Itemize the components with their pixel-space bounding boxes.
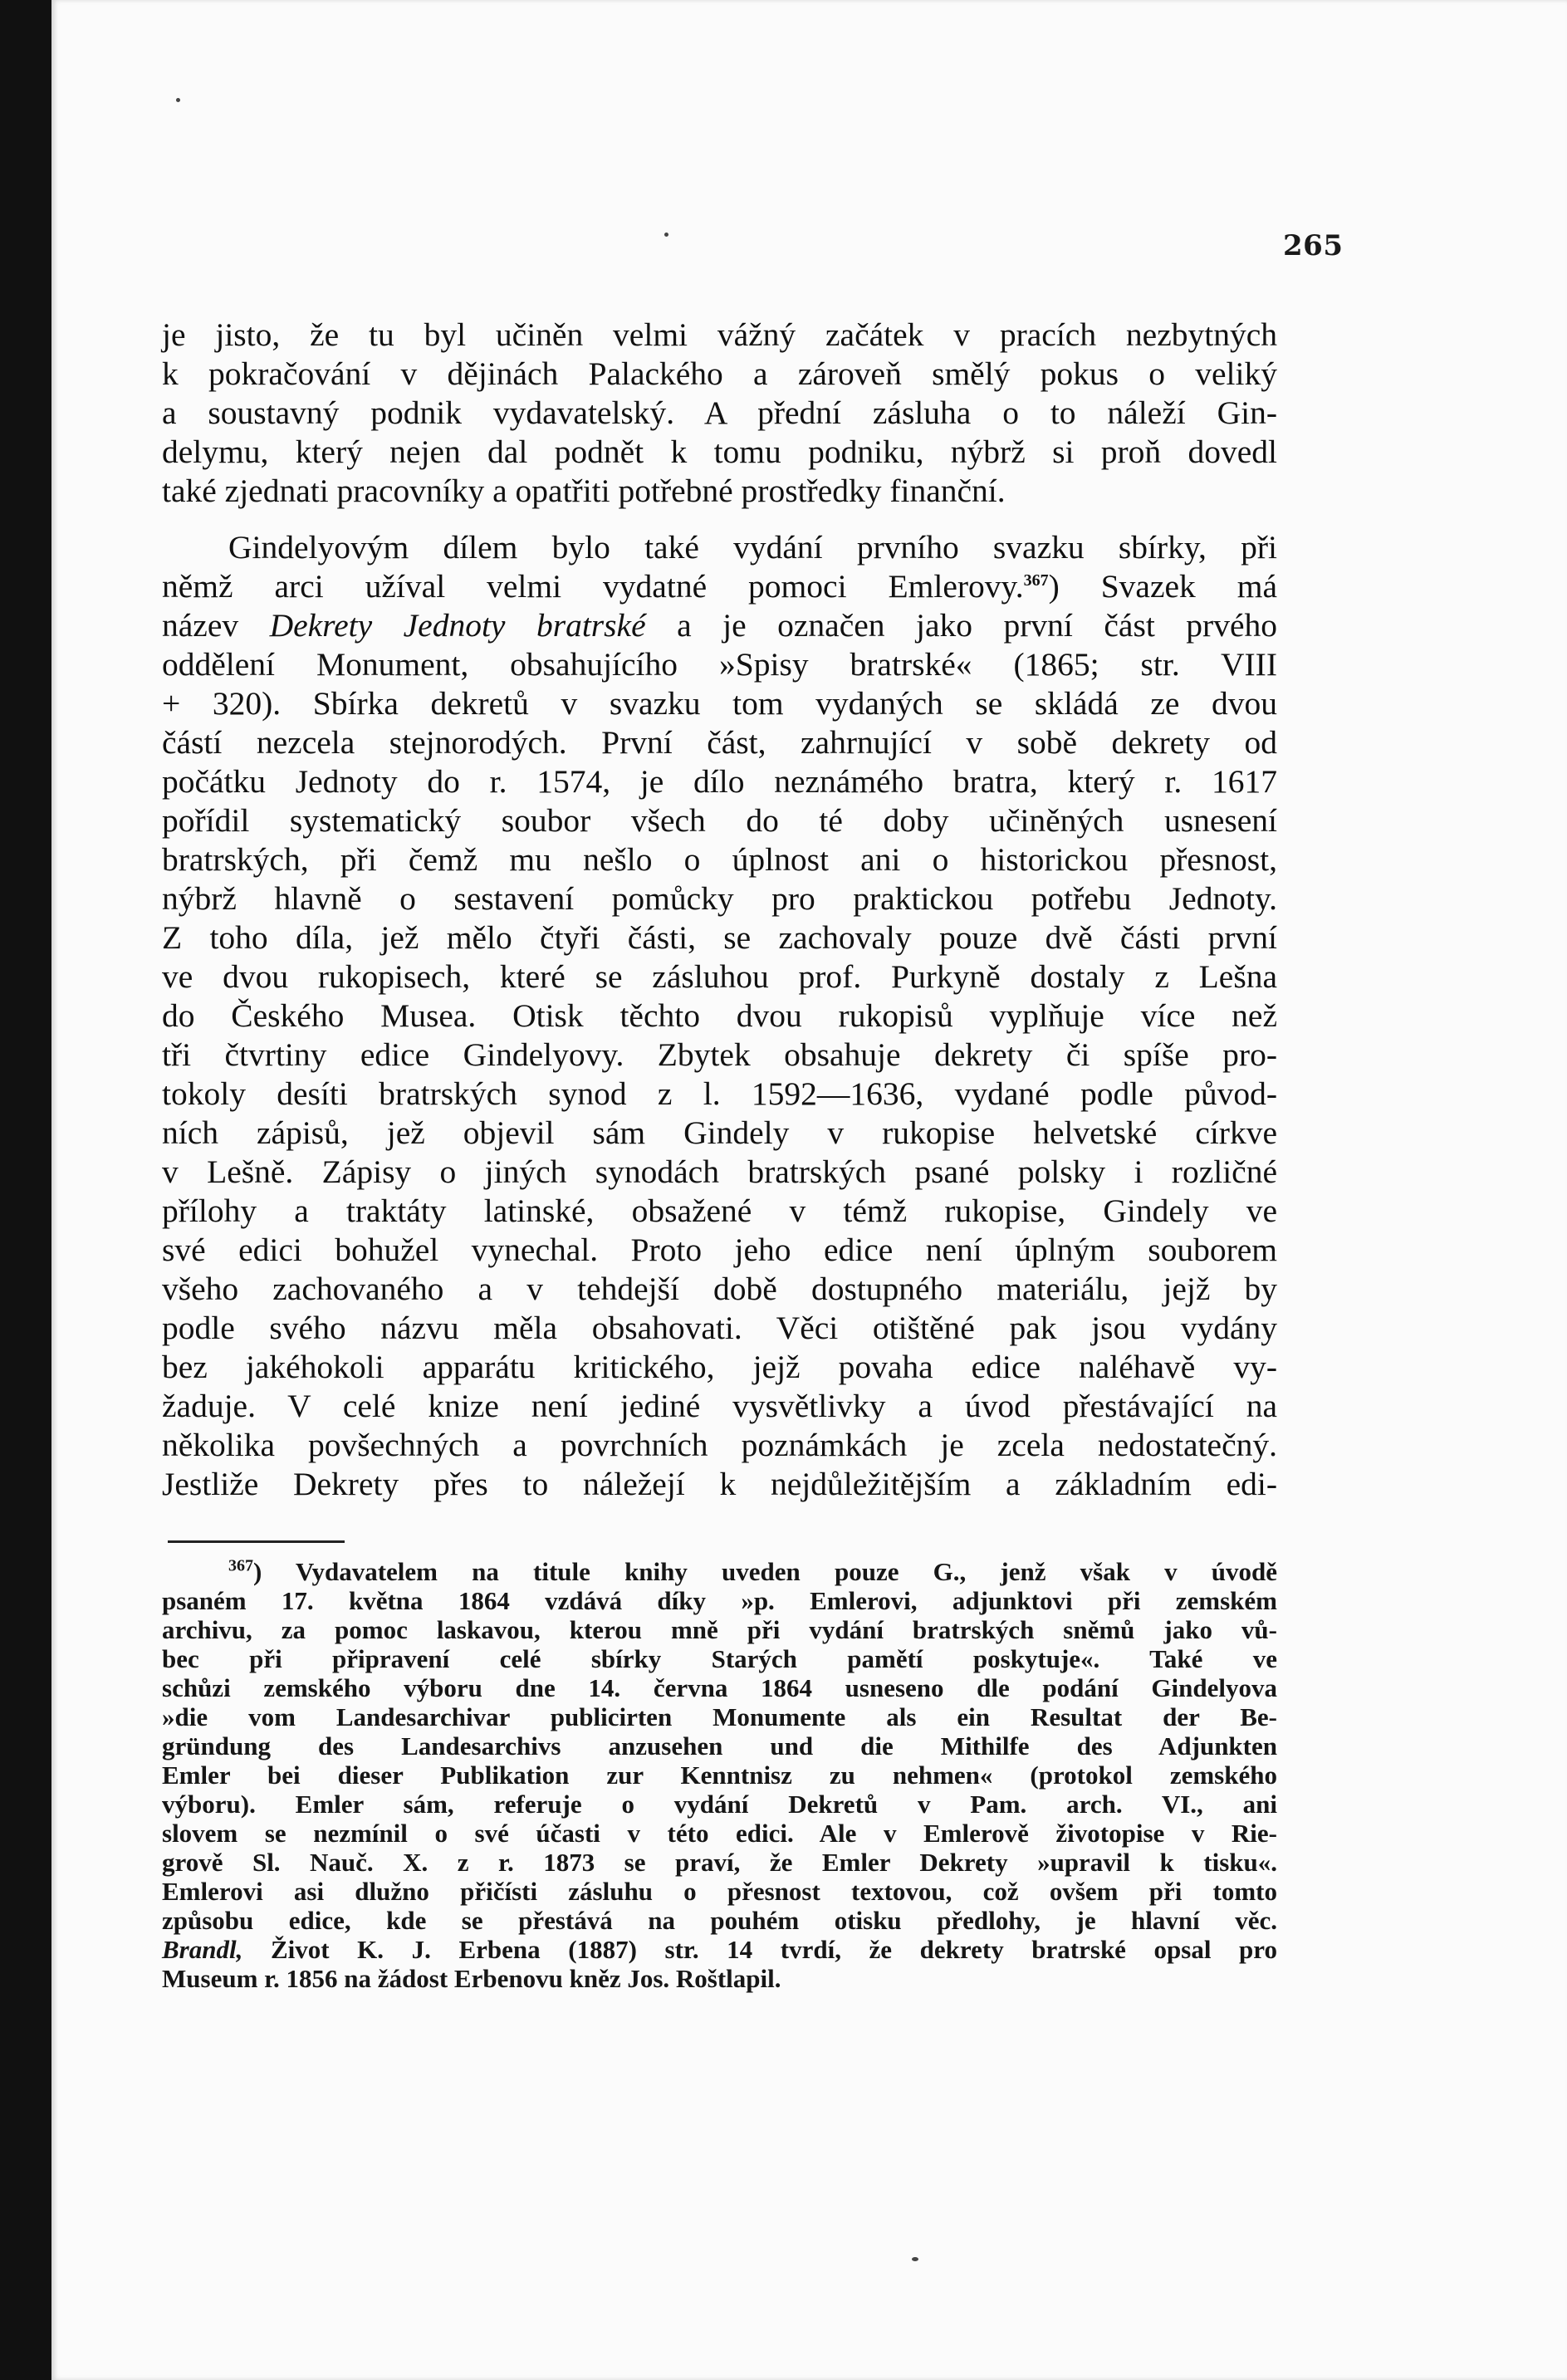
- footnote-line-text: ) Vydavatelem na titule knihy uveden pouze G., jenž však v úvodě: [253, 1557, 1277, 1586]
- body-line: ních zápisů, jež objevil sám Gindely v rukopise helvetské církve: [162, 1114, 1277, 1151]
- footnote-marker: 367: [228, 1556, 253, 1575]
- body-line: počátku Jednoty do r. 1574, je dílo neznámého bratra, který r. 1617: [162, 763, 1277, 800]
- footnote-line: Emler bei dieser Publikation zur Kenntnisz zu nehmen« (protokol zemského: [162, 1761, 1277, 1790]
- body-line: částí nezcela stejnorodých. První část, zahrnující v sobě dekrety od: [162, 724, 1277, 761]
- body-line: v Lešně. Zápisy o jiných synodách bratrských psané polsky i rozličné: [162, 1153, 1277, 1190]
- body-line: Jestliže Dekrety přes to náležejí k nejdůležitějším a základním edi-: [162, 1466, 1277, 1502]
- footnote-line: slovem se nezmínil o své účasti v této edici. Ale v Emlerově životopise v Rie-: [162, 1819, 1277, 1848]
- footnote-line: [228, 1558, 1277, 1586]
- body-line: bratrských, při čemž mu nešlo o úplnost ani o historickou přesnost,: [162, 841, 1277, 878]
- note-reference[interactable]: 367: [1023, 571, 1049, 590]
- body-line: všeho zachovaného a v tehdejší době dostupného materiálu, jejž by: [162, 1271, 1277, 1307]
- paper-speck: [664, 233, 668, 237]
- footnote-line: Museum r. 1856 na žádost Erbenovu kněz Jos. Roštlapil.: [162, 1964, 781, 1993]
- body-line: tokoly desíti bratrských synod z l. 1592—1636, vydané podle původ-: [162, 1075, 1277, 1112]
- body-line: bez jakéhokoli apparátu kritického, jejž povaha edice naléhavě vy-: [162, 1349, 1277, 1385]
- footnote-line: archivu, za pomoc laskavou, kterou mně při vydání bratrských sněmů jako vů-: [162, 1615, 1277, 1644]
- body-line: žaduje. V celé knize není jediné vysvětlivky a úvod přestávající na: [162, 1388, 1277, 1424]
- body-line: do Českého Musea. Otisk těchto dvou rukopisů vyplňuje více než: [162, 997, 1277, 1034]
- footnote-divider: [168, 1540, 345, 1543]
- body-line: [162, 567, 1277, 605]
- footnote-line: Emlerovi asi dlužno přičísti zásluhu o přesnost textovou, což ovšem při tomto: [162, 1877, 1277, 1906]
- footnote-line: psaném 17. května 1864 vzdává díky »p. Emlerovi, adjunktovi při zemském: [162, 1586, 1277, 1615]
- body-line-text: němž arci užíval velmi vydatné pomoci Emlerovy.: [162, 568, 1024, 605]
- body-line: tři čtvrtiny edice Gindelyovy. Zbytek obsahuje dekrety či spíše pro-: [162, 1036, 1277, 1073]
- footnote-line: schůzi zemského výboru dne 14. června 1864 usneseno dle podání Gindelyova: [162, 1673, 1277, 1702]
- body-line: delymu, který nejen dal podnět k tomu podniku, nýbrž si proň dovedl: [162, 433, 1277, 470]
- footnote-line: grově Sl. Nauč. X. z r. 1873 se praví, že Emler Dekrety »upravil k tisku«.: [162, 1848, 1277, 1877]
- body-line-text: ) Svazek má: [1048, 568, 1277, 605]
- body-line: a soustavný podnik vydavatelský. A přední zásluha o to náleží Gin-: [162, 394, 1277, 431]
- body-line: pořídil systematický soubor všech do té doby učiněných usnesení: [162, 802, 1277, 839]
- body-line: přílohy a traktáty latinské, obsažené v témž rukopise, Gindely ve: [162, 1192, 1277, 1229]
- body-line-text: a je označen jako první část prvého: [645, 607, 1277, 644]
- body-line: Z toho díla, jež mělo čtyři části, se zachovaly pouze dvě části první: [162, 919, 1277, 956]
- body-line: k pokračování v dějinách Palackého a zároveň smělý pokus o veliký: [162, 355, 1277, 392]
- page-number: 265: [1283, 229, 1344, 262]
- footnote-line: výboru). Emler sám, referuje o vydání Dekretů v Pam. arch. VI., ani: [162, 1790, 1277, 1819]
- paper-speck: [176, 98, 180, 102]
- body-line: je jisto, že tu byl učiněn velmi vážný začátek v pracích nezbytných: [162, 316, 1277, 353]
- footnote-line: [162, 1936, 1277, 1964]
- body-line: [162, 606, 1277, 644]
- footnote-line-text: Život K. J. Erbena (1887) str. 14 tvrdí, že dekrety bratrské opsal pro: [270, 1935, 1277, 1964]
- cited-author: Brandl,: [162, 1935, 243, 1964]
- body-line: své edici bohužel vynechal. Proto jeho edice není úplným souborem: [162, 1232, 1277, 1268]
- footnote-line: bec při připravení celé sbírky Starých pamětí poskytuje«. Také ve: [162, 1644, 1277, 1673]
- body-line: oddělení Monument, obsahujícího »Spisy bratrské« (1865; str. VIII: [162, 646, 1277, 683]
- body-line: podle svého názvu měla obsahovati. Věci otištěné pak jsou vydány: [162, 1310, 1277, 1346]
- body-line: nýbrž hlavně o sestavení pomůcky pro praktickou potřebu Jednoty.: [162, 880, 1277, 917]
- body-line: + 320). Sbírka dekretů v svazku tom vydaných se skládá ze dvou: [162, 685, 1277, 722]
- body-line: také zjednati pracovníky a opatřiti potřebné prostředky finanční.: [162, 473, 1006, 509]
- body-line: několika povšechných a povrchních poznámkách je zcela nedostatečný.: [162, 1427, 1277, 1463]
- footnote-line: způsobu edice, kde se přestává na pouhém otisku předlohy, je hlavní věc.: [162, 1906, 1277, 1935]
- body-line: Gindelyovým dílem bylo také vydání prvního svazku sbírky, při: [228, 529, 1277, 566]
- footnote-line: gründung des Landesarchivs anzusehen und die Mithilfe des Adjunkten: [162, 1731, 1277, 1761]
- footnote-line: »die vom Landesarchivar publicirten Monumente als ein Resultat der Be-: [162, 1702, 1277, 1731]
- paper-speck: [912, 2257, 918, 2261]
- body-line: ve dvou rukopisech, které se zásluhou prof. Purkyně dostaly z Lešna: [162, 958, 1277, 995]
- body-line-text: název: [162, 607, 270, 644]
- italic-title: Dekrety Jednoty bratrské: [269, 607, 646, 644]
